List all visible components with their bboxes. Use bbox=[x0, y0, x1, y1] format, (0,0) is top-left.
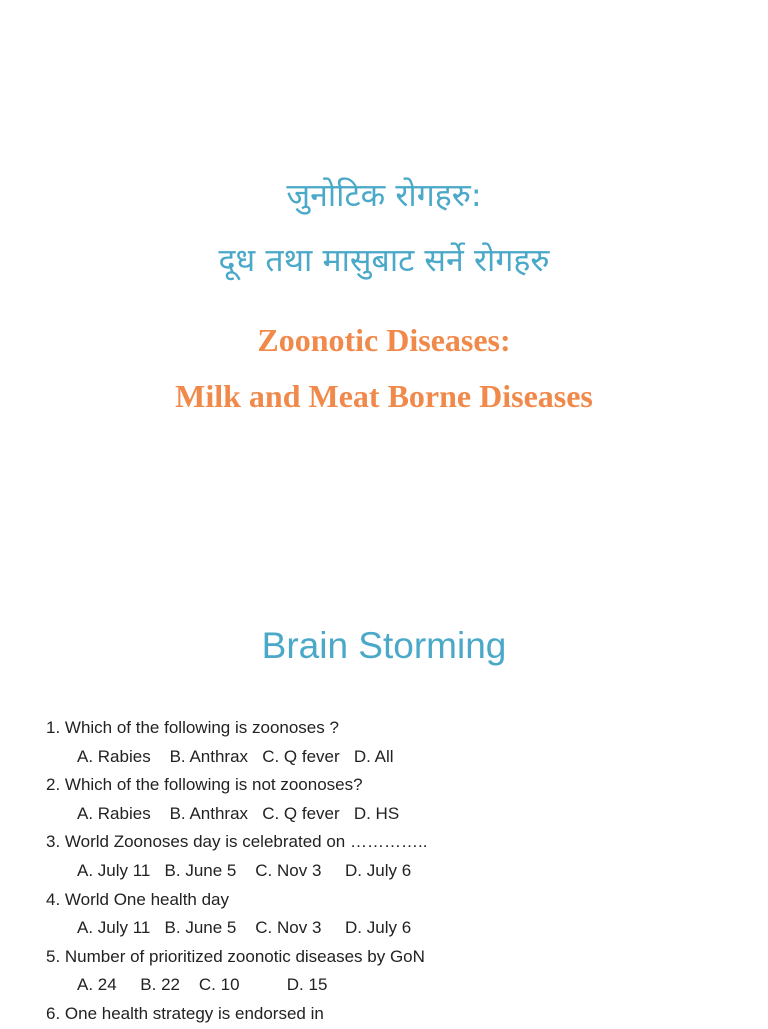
question-options: A. July 11 B. June 5 C. Nov 3 D. July 6 bbox=[77, 918, 412, 938]
question-options: A. Rabies B. Anthrax C. Q fever D. HS bbox=[77, 803, 400, 823]
question-options: A. 24 B. 22 C. 10 D. 15 bbox=[77, 975, 328, 995]
question-text: 5. Number of prioritized zoonotic diseases by GoN bbox=[46, 946, 425, 966]
question-text: 1. Which of the following is zoonoses ? bbox=[46, 718, 339, 737]
english-title-line-2: Milk and Meat Borne Diseases bbox=[175, 378, 593, 414]
question-text: 4. World One health day bbox=[46, 889, 230, 909]
question-item bbox=[46, 771, 746, 828]
question-text: 6. One health strategy is endorsed in bbox=[46, 1003, 324, 1023]
question-text: 3. World Zoonoses day is celebrated on ………….. bbox=[46, 832, 428, 852]
question-options: A. July 11 B. June 5 C. Nov 3 D. July 6 bbox=[77, 860, 412, 880]
english-title-line-1: Zoonotic Diseases: bbox=[257, 322, 511, 358]
question-item bbox=[46, 886, 746, 943]
question-item bbox=[46, 943, 746, 1000]
question-item bbox=[46, 714, 746, 771]
brain-storming-slide bbox=[0, 596, 768, 1024]
slide-title: Brain Storming bbox=[261, 625, 507, 666]
question-list bbox=[46, 714, 746, 1029]
question-options: A. Rabies B. Anthrax C. Q fever D. All bbox=[77, 746, 394, 766]
question-item bbox=[46, 828, 746, 885]
nepali-title-line-1: जुनोटिक रोगहरु: bbox=[286, 176, 482, 214]
question-text: 2. Which of the following is not zoonoses? bbox=[46, 775, 363, 795]
question-item bbox=[46, 1000, 746, 1029]
nepali-title-line-2: दूध तथा मासुबाट सर्ने रोगहरु bbox=[218, 241, 550, 279]
